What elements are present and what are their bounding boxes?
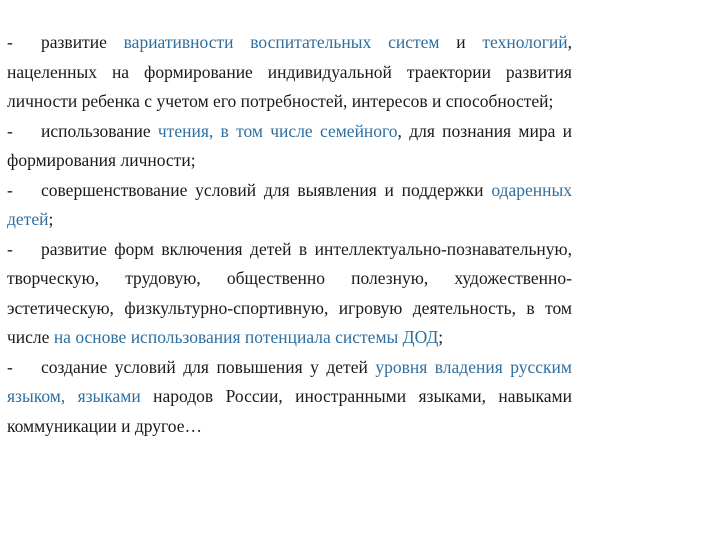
bullet-dash: - bbox=[7, 356, 13, 377]
text-segment: , нацеленных на формирование индивидуальной траектории развития личности ребенка с учетом его потребностей, интересов и способностей; bbox=[7, 32, 572, 111]
highlighted-text: на основе использования потенциала системы ДОД bbox=[53, 327, 439, 347]
bullet-dash: - bbox=[7, 238, 13, 259]
text-segment: создание условий для повышения у детей bbox=[41, 356, 376, 377]
text-segment: ; bbox=[438, 327, 444, 347]
highlighted-text: технологий bbox=[482, 32, 568, 52]
text-segment: народов России, иностранными языками, навыками коммуникации и другое… bbox=[7, 386, 573, 436]
list-item-activity-forms bbox=[7, 235, 572, 353]
bullet-dash: - bbox=[7, 32, 13, 52]
text-segment: ; bbox=[48, 209, 54, 229]
document-body bbox=[7, 28, 572, 441]
bullet-dash: - bbox=[7, 120, 13, 141]
text-segment: развитие форм включения детей в интеллектуально-познавательную, творческую, трудовую, общественно полезную, художественно- эстетическую, физкультурно-спортивную, игровую деятельность, в том числе bbox=[7, 238, 572, 347]
list-item-reading bbox=[7, 117, 572, 176]
text-segment: использование bbox=[41, 120, 158, 141]
bullet-dash: - bbox=[7, 179, 13, 200]
text-segment: совершенствование условий для выявления и поддержки bbox=[41, 179, 492, 200]
list-item-gifted-children bbox=[7, 176, 572, 235]
highlighted-text: одаренных детей bbox=[7, 179, 572, 229]
text-segment: развитие bbox=[41, 32, 124, 52]
highlighted-text: вариативности воспитательных систем bbox=[123, 32, 440, 52]
text-segment: и bbox=[439, 32, 483, 52]
list-item-language-skills bbox=[7, 353, 572, 442]
highlighted-text: чтения, в том числе семейного bbox=[157, 120, 398, 141]
text-segment: , для познания мира и формирования личности; bbox=[7, 120, 572, 170]
highlighted-text: уровня владения русским языком, языками bbox=[7, 356, 572, 406]
list-item-variativity bbox=[7, 28, 572, 117]
